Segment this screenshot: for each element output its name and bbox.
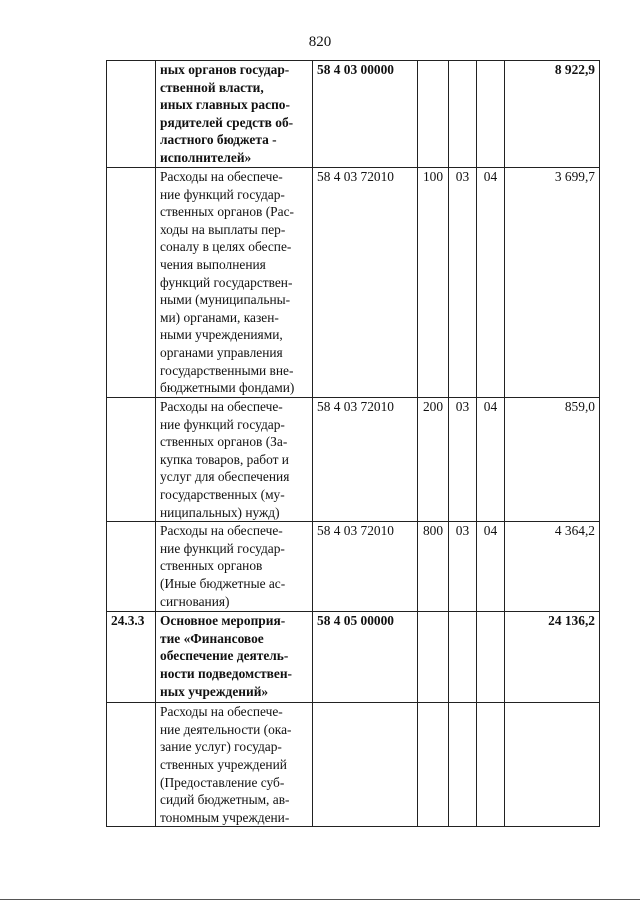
row-expense-type: 200 [418,398,449,522]
row-name-text: ных органов государ- ственной власти, иных главных распо- рядителей средств об- ластного бюджета - исполнителей» [160,62,294,165]
row-name-text: Основное мероприя- тие «Финансовое обеспечение деятель- ности подведомствен- ных учреждений» [160,613,292,699]
row-section: 03 [449,398,477,522]
page-bottom-divider [0,899,640,900]
row-expense-type: 100 [418,168,449,398]
row-section: 03 [449,168,477,398]
row-sum: 4 364,2 [505,522,600,612]
row-code: 58 4 03 72010 [313,168,418,398]
row-subsection [477,61,505,168]
row-code: 58 4 03 72010 [313,398,418,522]
row-sum: 3 699,7 [505,168,600,398]
table-row [107,398,600,522]
row-subsection: 04 [477,522,505,612]
page-number: 820 [308,34,332,50]
row-code [313,703,418,827]
row-sum: 859,0 [505,398,600,522]
row-subsection [477,612,505,703]
row-section [449,703,477,827]
row-name-text: Расходы на обеспече- ние функций государ- ственных органов (Рас- ходы на выплаты пер- соналу в целях обеспе- чения выполнения функций государствен- ными (муниципальны- ми) органами, казен- ными учреждениями, органами управления государственными вне- бюджетными фондами) [160,169,295,396]
row-subsection: 04 [477,398,505,522]
row-subsection: 04 [477,168,505,398]
row-name [156,612,313,703]
row-number [107,522,156,612]
row-number [107,398,156,522]
row-name-text: Расходы на обеспече- ние деятельности (ока- зание услуг) государ- ственных учреждений (Предоставление суб- сидий бюджетным, ав- тономным учреждени- [160,704,292,825]
row-name [156,522,313,612]
table-row [107,612,600,703]
row-section [449,61,477,168]
row-name [156,168,313,398]
row-section: 03 [449,522,477,612]
table-row [107,61,600,168]
row-name [156,61,313,168]
table-row [107,522,600,612]
row-number [107,168,156,398]
row-number: 24.3.3 [107,612,156,703]
row-sum [505,703,600,827]
row-sum: 24 136,2 [505,612,600,703]
row-number [107,61,156,168]
row-section [449,612,477,703]
row-expense-type [418,703,449,827]
row-sum: 8 922,9 [505,61,600,168]
table-row [107,703,600,827]
table-row [107,168,600,398]
row-expense-type [418,612,449,703]
row-number [107,703,156,827]
row-code: 58 4 03 72010 [313,522,418,612]
row-name [156,398,313,522]
row-code: 58 4 05 00000 [313,612,418,703]
row-expense-type: 800 [418,522,449,612]
row-code: 58 4 03 00000 [313,61,418,168]
row-expense-type [418,61,449,168]
budget-table [106,60,600,827]
row-name-text: Расходы на обеспече- ние функций государ- ственных органов (Иные бюджетные ас- сигнования) [160,523,286,609]
row-name [156,703,313,827]
row-name-text: Расходы на обеспече- ние функций государ- ственных органов (За- купка товаров, работ и услуг для обеспечения государственных (му- ниципальных) нужд) [160,399,290,520]
row-subsection [477,703,505,827]
